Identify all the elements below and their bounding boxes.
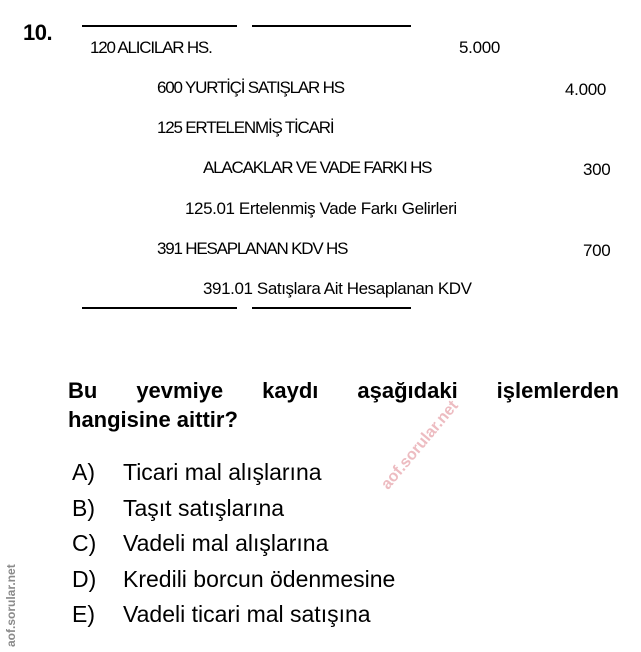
credit-account-391: 391 HESAPLANAN KDV HS (157, 239, 348, 258)
prompt-word: yevmiye (136, 378, 224, 403)
debit-account-120: 120 ALICILAR HS. (90, 38, 212, 57)
option-text: Vadeli ticari mal satışına (123, 601, 371, 627)
option-letter: C) (72, 530, 97, 556)
credit-amount-600: 4.000 (565, 80, 607, 99)
credit-subaccount-125-01: 125.01 Ertelenmiş Vade Farkı Gelirleri (185, 199, 457, 218)
prompt-word: kaydı (262, 378, 319, 403)
prompt-word: aşağıdaki (357, 378, 458, 403)
journal-bottom-rule-right (252, 307, 411, 309)
option-text: Vadeli mal alışlarına (123, 530, 329, 556)
journal-top-rule-left (82, 25, 237, 27)
credit-amount-391: 700 (583, 241, 611, 260)
option-letter: D) (72, 565, 97, 592)
option-text: Kredili borcun ödenmesine (123, 565, 396, 592)
option-d[interactable] (72, 564, 395, 600)
option-letter: A) (72, 459, 95, 485)
watermark-diagonal: aof.sorular.net (378, 397, 462, 493)
prompt-word: işlemlerden (496, 378, 619, 403)
option-c[interactable] (72, 528, 395, 564)
credit-subaccount-391-01: 391.01 Satışlara Ait Hesaplanan KDV (203, 279, 472, 298)
question-prompt-line2: hangisine aittir? (68, 407, 238, 432)
option-e[interactable] (72, 599, 395, 635)
option-letter: E) (72, 601, 95, 627)
answer-options (72, 457, 395, 635)
credit-account-125-line2: ALACAKLAR VE VADE FARKI HS (203, 158, 432, 177)
option-a[interactable] (72, 457, 395, 493)
option-text: Taşıt satışlarına (123, 494, 285, 521)
option-letter: B) (72, 494, 95, 521)
question-prompt-line1 (68, 376, 619, 405)
credit-account-125-line1: 125 ERTELENMİŞ TİCARİ (157, 118, 334, 137)
question-prompt (68, 376, 619, 434)
option-b[interactable] (72, 493, 395, 529)
option-text: Ticari mal alışlarına (123, 459, 322, 485)
debit-amount-120: 5.000 (459, 38, 501, 57)
prompt-word: Bu (68, 378, 98, 403)
journal-top-rule-right (252, 25, 411, 27)
journal-bottom-rule-left (82, 307, 237, 309)
credit-amount-125: 300 (583, 160, 611, 179)
question-number: 10. (23, 20, 53, 45)
watermark-side: aof.sorular.net (4, 564, 18, 647)
credit-account-600: 600 YURTİÇİ SATIŞLAR HS (157, 78, 344, 97)
